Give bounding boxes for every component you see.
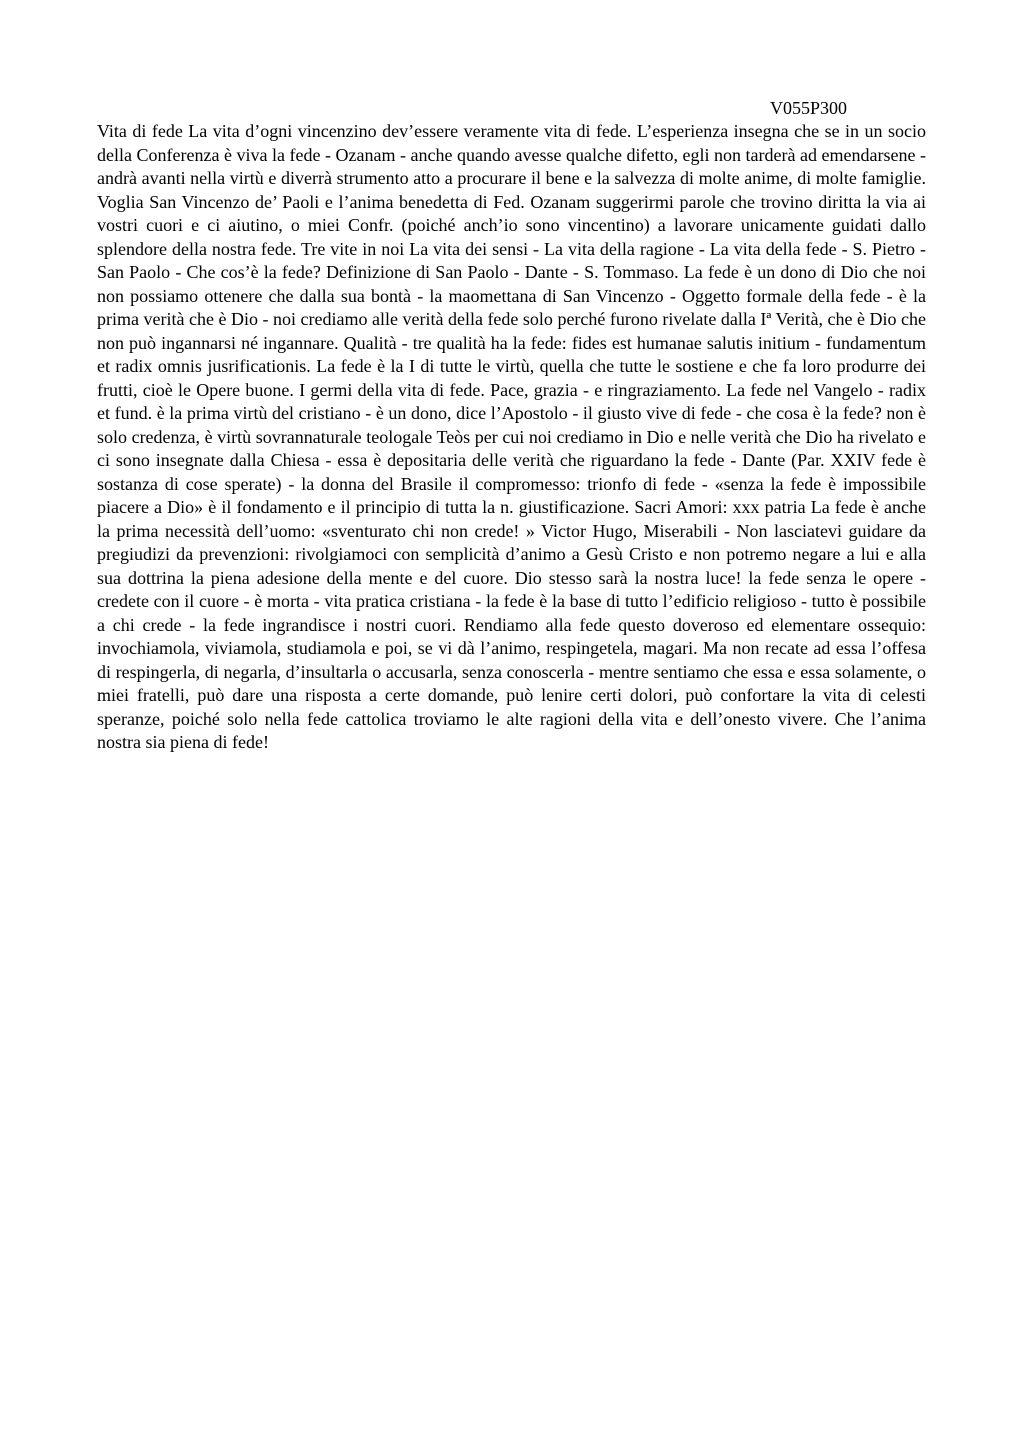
- page-code: V055P300: [770, 98, 848, 118]
- body-paragraph: Vita di fede La vita d’ogni vincenzino dev’essere veramente vita di fede. L’esperienza insegna che se in un socio della Conferenza è viva la fede - Ozanam - anche quando avesse qualche difetto, egli non tarderà ad emendarsene - andrà avanti nella virtù e diverrà strumento atto a procurare il bene e la salvezza di molte anime, di molte famiglie. Voglia San Vincenzo de’ Paoli e l’anima benedetta di Fed. Ozanam suggerirmi parole che trovino diritta la via ai vostri cuori e ci aiutino, o miei Confr. (poiché anch’io sono vincentino) a lavorare unicamente guidati dallo splendore della nostra fede. Tre vite in noi La vita dei sensi - La vita della ragione - La vita della fede - S. Pietro - San Paolo - Che cos’è la fede? Definizione di San Paolo - Dante - S. Tommaso. La fede è un dono di Dio che noi non possiamo ottenere che dalla sua bontà - la maomettana di San Vincenzo - Oggetto formale della fede - è la prima verità che è Dio - noi crediamo alle verità della fede solo perché furono rivelate dalla Iª Verità, che è Dio che non può ingannarsi né ingannare. Qualità - tre qualità ha la fede: fides est humanae salutis initium - fundamentum et radix omnis jusrificationis. La fede è la I di tutte le virtù, quella che tutte le sostiene e che fa loro produrre dei frutti, cioè le Opere buone. I germi della vita di fede. Pace, grazia - e ringraziamento. La fede nel Vangelo - radix et fund. è la prima virtù del cristiano - è un dono, dice l’Apostolo - il giusto vive di fede - che cosa è la fede? non è solo credenza, è virtù sovrannaturale teologale Teòs per cui noi crediamo in Dio e nelle verità che Dio ha rivelato e ci sono insegnate dalla Chiesa - essa è depositaria delle verità che riguardano la fede - Dante (Par. XXIV fede è sostanza di cose sperate) - la donna del Brasile il compromesso: trionfo di fede - «senza la fede è impossibile piacere a Dio» è il fondamento e il principio di tutta la n. giustificazione. Sacri Amori: xxx patria La fede è anche la prima necessità dell’uomo: «sventurato chi non crede! » Victor Hugo, Miserabili - Non lasciatevi guidare da pregiudizi da prevenzioni: rivolgiamoci con semplicità d’animo a Gesù Cristo e non potremo negare a lui e alla sua dottrina la piena adesione della mente e del cuore. Dio stesso sarà la nostra luce! la fede senza le opere - credete con il cuore - è morta - vita pratica cristiana - la fede è la base di tutto l’edificio religioso - tutto è possibile a chi crede - la fede ingrandisce i nostri cuori. Rendiamo alla fede questo doveroso ed elementare ossequio: invochiamola, viviamola, studiamola e poi, se vi dà l’animo, respingetela, magari. Ma non recate ad essa l’offesa di respingerla, di negarla, d’insultarla o accusarla, senza conoscerla - mentre sentiamo che essa e essa solamente, o miei fratelli, può dare una risposta a certe domande, può lenire certi dolori, può confortare la vita di celesti speranze, poiché solo nella fede cattolica troviamo le alte ragioni della vita e dell’onesto vivere. Che l’anima nostra sia piena di fede!: [97, 121, 926, 752]
